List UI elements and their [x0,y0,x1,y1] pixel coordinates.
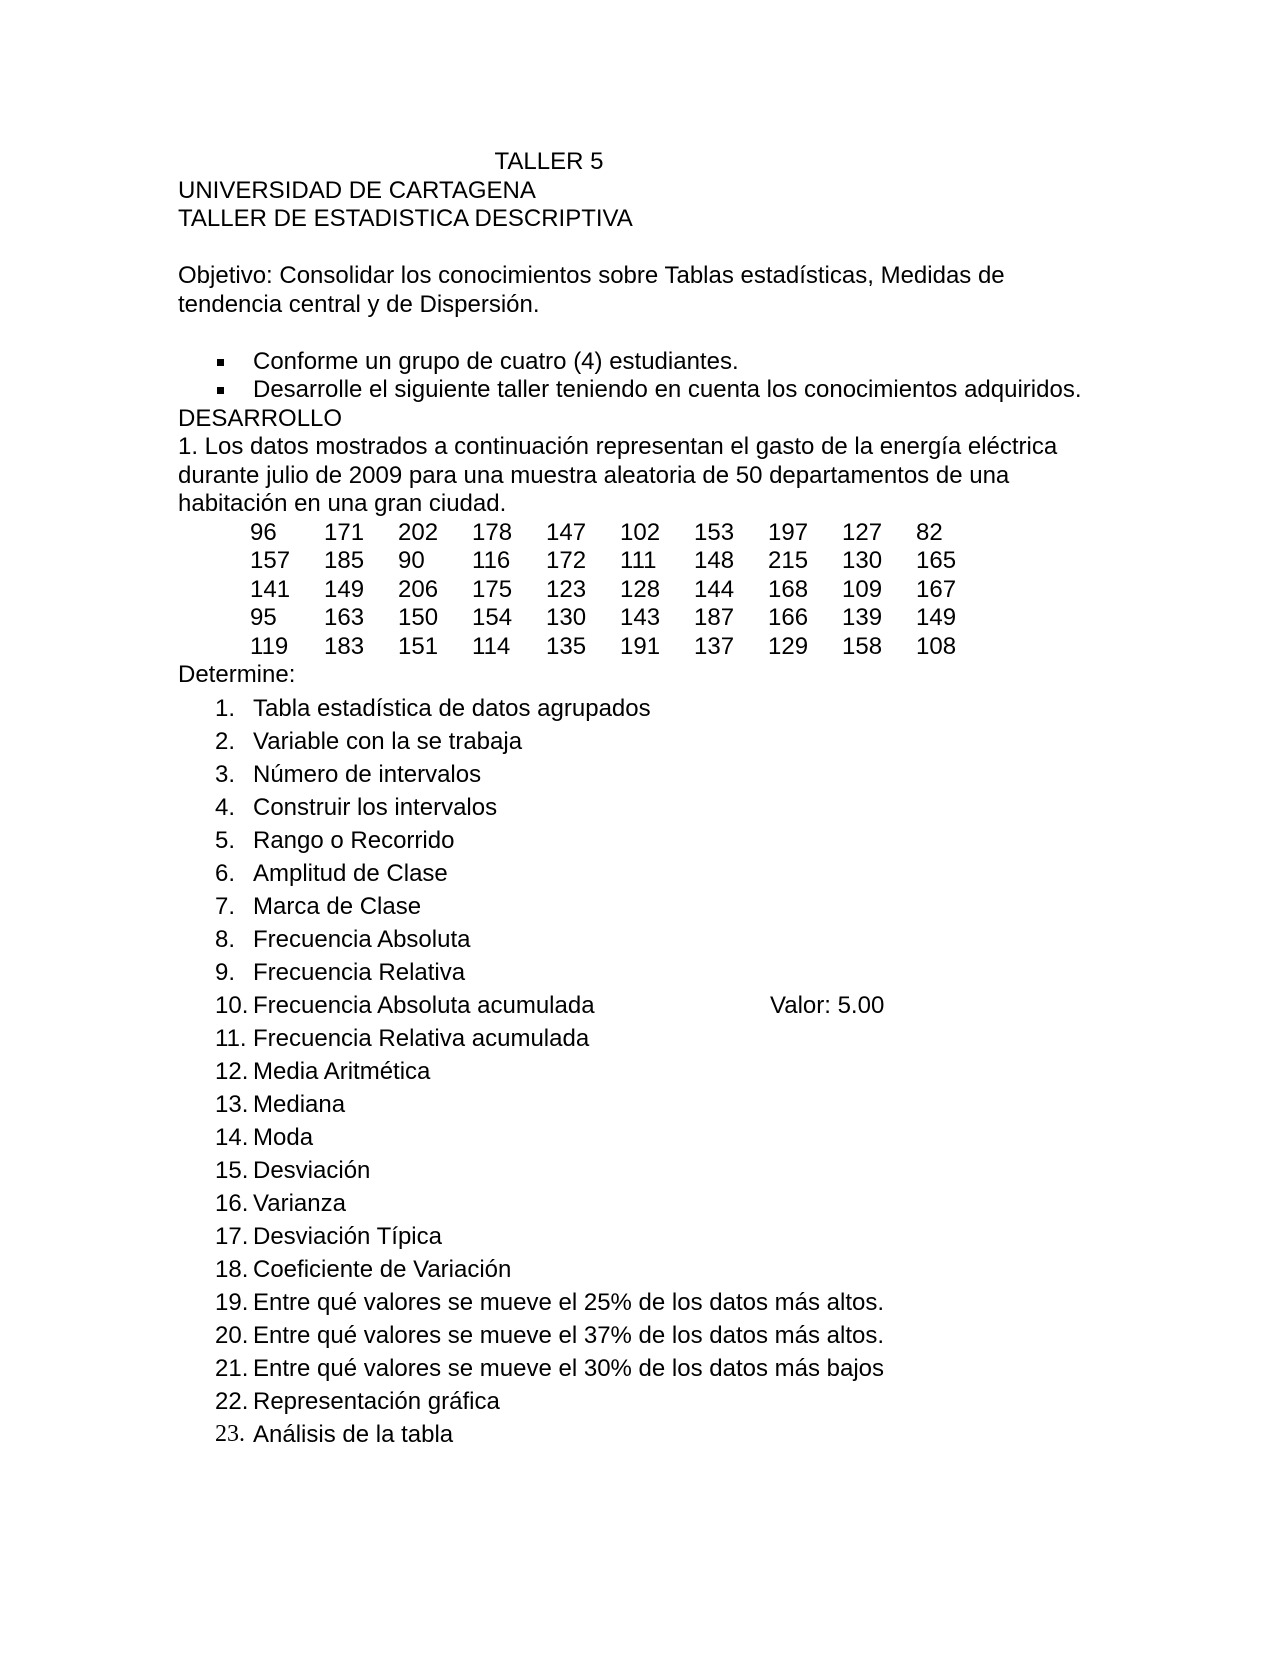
list-item-text: Número de intervalos [253,760,482,788]
list-item-number: 4. [215,793,236,821]
table-cell: 149 [324,575,365,603]
list-item-text: Entre qué valores se mueve el 25% de los datos más altos. [253,1288,885,1316]
table-cell: 154 [472,604,513,631]
table-cell: 111 [620,547,657,574]
table-cell: 102 [620,518,661,546]
list-item-text: Entre qué valores se mueve el 37% de los datos más altos. [253,1321,885,1349]
list-item-number: 9. [215,958,236,986]
table-cell: 163 [324,604,365,631]
list-item [178,725,1098,758]
square-bullet-icon [217,359,224,366]
table-row [250,519,990,548]
table-cell: 158 [842,632,883,660]
table-cell: 171 [324,518,365,546]
list-item-text: Rango o Recorrido [253,826,455,854]
institution-name: UNIVERSIDAD DE CARTAGENA [178,176,536,204]
list-item-number: 8. [215,925,236,953]
table-cell: 167 [916,575,957,603]
table-cell: 139 [842,604,883,631]
list-item-number: 2. [215,727,236,755]
document-page [178,148,1098,1451]
list-item-number: 21. [215,1354,249,1382]
list-item-text: Desviación Típica [253,1222,442,1250]
list-item-number: 20. [215,1321,249,1349]
list-item [178,890,1098,923]
list-item [178,1385,1098,1418]
list-item [178,857,1098,890]
data-table [250,519,990,662]
table-cell: 128 [620,575,661,603]
table-cell: 130 [842,547,883,574]
list-item-text: Entre qué valores se mueve el 30% de los datos más bajos [253,1354,885,1382]
problem-statement: 1. Los datos mostrados a continuación representan el gasto de la energía eléctrica durante julio de 2009 para una muestra aleatoria de 50 departamentos de una habitación en una gran ciudad. [178,433,1058,517]
list-item-number: 12. [215,1057,249,1085]
document-title: TALLER 5 [494,148,604,175]
table-cell: 165 [916,547,957,574]
list-item-number: 5. [215,826,236,854]
list-item-text: Análisis de la tabla [253,1420,454,1448]
list-item-text: Coeficiente de Variación [253,1255,512,1283]
table-cell: 82 [916,518,943,546]
section-heading: DESARROLLO [178,404,343,432]
table-cell: 153 [694,518,735,546]
list-item-number: 11. [215,1024,247,1052]
table-row [250,633,990,662]
table-cell: 119 [250,632,289,660]
table-cell: 130 [546,604,587,631]
list-item-text: Variable con la se trabaja [253,727,523,755]
table-row [250,604,990,633]
table-cell: 141 [250,575,291,603]
list-item-number: 10. [215,991,249,1019]
table-cell: 150 [398,604,439,631]
list-item [178,1121,1098,1154]
list-item-text: Moda [253,1123,314,1151]
course-name: TALLER DE ESTADISTICA DESCRIPTIVA [178,205,633,232]
list-item-text: Frecuencia Relativa acumulada [253,1024,590,1052]
list-item-text: Marca de Clase [253,892,422,920]
list-item-text: Frecuencia Absoluta acumulada [253,991,595,1019]
list-item-text: Frecuencia Relativa [253,958,466,986]
table-cell: 157 [250,547,291,574]
table-cell: 183 [324,632,365,660]
list-item-number: 15. [215,1156,249,1184]
list-item [178,1352,1098,1385]
table-row [250,576,990,605]
list-item-number: 16. [215,1189,249,1217]
table-cell: 147 [546,518,587,546]
table-cell: 178 [472,518,513,546]
list-item-number: 7. [215,892,236,920]
list-item-text: Media Aritmética [253,1057,431,1085]
square-bullet-icon [217,387,224,394]
table-cell: 109 [842,575,883,603]
table-cell: 185 [324,547,365,574]
list-item [178,1253,1098,1286]
list-item [178,923,1098,956]
list-item [178,1088,1098,1121]
table-cell: 96 [250,518,277,546]
table-cell: 191 [620,632,661,660]
list-item-number: 14. [215,1123,249,1151]
table-cell: 90 [398,547,425,574]
table-cell: 149 [916,604,957,631]
table-cell: 108 [916,632,957,660]
list-item-text: Construir los intervalos [253,793,498,821]
table-cell: 127 [842,518,883,546]
table-cell: 143 [620,604,661,631]
instructions-list [178,348,1098,405]
table-cell: 114 [472,632,511,660]
list-item-text: Varianza [253,1189,346,1217]
table-cell: 95 [250,604,277,631]
value-note: Valor: 5.00 [770,991,885,1019]
list-item-number: 1. [215,694,236,722]
list-item [178,956,1098,989]
table-cell: 187 [694,604,735,631]
list-item [178,1418,1098,1451]
table-cell: 123 [546,575,587,603]
list-item-text: Tabla estadística de datos agrupados [253,694,651,722]
list-item-number: 13. [215,1090,249,1118]
determine-label: Determine: [178,661,296,688]
list-item [178,758,1098,791]
instruction-item [178,348,1098,377]
list-item-text: Amplitud de Clase [253,859,448,887]
list-item [178,1022,1098,1055]
list-item-number: 3. [215,760,236,788]
table-row [250,547,990,576]
spacer [178,319,1098,348]
list-item [178,692,1098,725]
table-cell: 206 [398,575,439,603]
list-item [178,1055,1098,1088]
spacer [178,234,1098,263]
table-cell: 151 [398,632,439,660]
list-item [178,989,1098,1022]
list-item [178,824,1098,857]
objective-text: Objetivo: Consolidar los conocimientos sobre Tablas estadísticas, Medidas de tendencia central y de Dispersión. [178,262,1005,318]
list-item-number: 17. [215,1222,249,1250]
list-item-number: 22. [215,1387,249,1415]
table-cell: 144 [694,575,735,603]
instruction-text: Desarrolle el siguiente taller teniendo en cuenta los conocimientos adquiridos. [253,376,1082,403]
table-cell: 197 [768,518,809,546]
table-cell: 129 [768,632,809,660]
list-item [178,1286,1098,1319]
instruction-text: Conforme un grupo de cuatro (4) estudiantes. [253,347,739,375]
table-cell: 166 [768,604,809,631]
list-item-number: 18. [215,1255,249,1283]
table-cell: 135 [546,632,587,660]
list-item-number: 19. [215,1288,249,1316]
list-item-text: Frecuencia Absoluta [253,925,471,953]
list-item [178,791,1098,824]
list-item-number: 23. [215,1420,245,1447]
list-item-number: 6. [215,859,236,887]
instruction-item [178,376,1098,405]
table-cell: 215 [768,547,809,574]
table-cell: 116 [472,547,511,574]
list-item-text: Representación gráfica [253,1387,500,1415]
tasks-list [178,692,1098,1451]
list-item-text: Desviación [253,1156,371,1184]
list-item [178,1319,1098,1352]
table-cell: 137 [694,632,735,660]
table-cell: 172 [546,547,587,574]
table-cell: 148 [694,547,735,574]
table-cell: 168 [768,575,809,603]
list-item [178,1154,1098,1187]
list-item [178,1187,1098,1220]
list-item [178,1220,1098,1253]
list-item-text: Mediana [253,1090,346,1118]
table-cell: 202 [398,518,439,546]
table-cell: 175 [472,575,513,603]
